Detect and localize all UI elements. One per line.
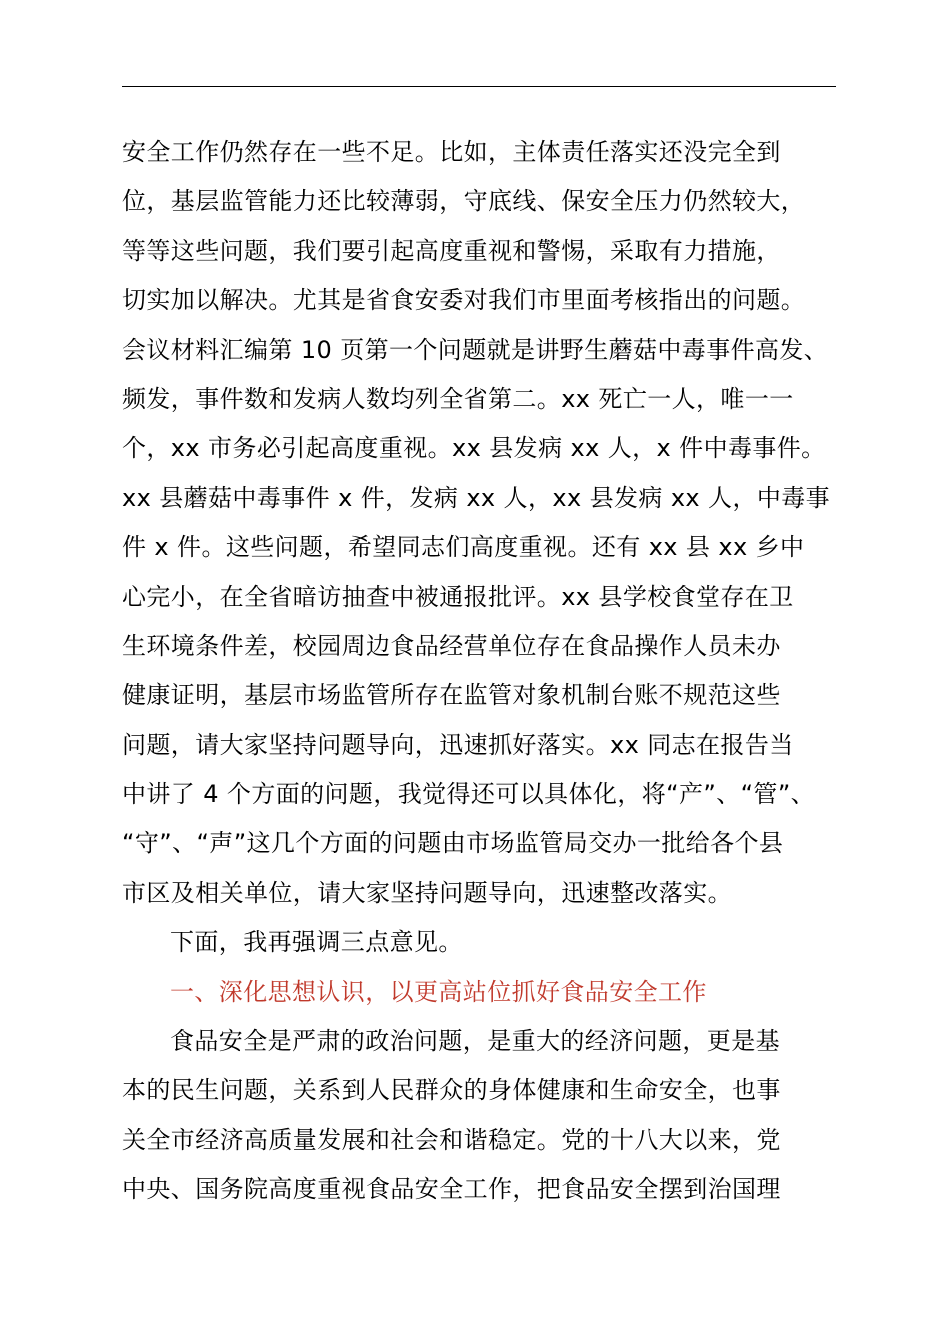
transition-line: 下面，我再强调三点意见。 (170, 928, 463, 957)
text-line: 健康证明，基层市场监管所存在监管对象机制台账不规范这些 (122, 681, 781, 710)
text-line: 心完小，在全省暗访抽查中被通报批评。xx 县学校食堂存在卫 (122, 582, 794, 611)
text-line: 个，xx 市务必引起高度重视。xx 县发病 xx 人，x 件中毒事件。 (122, 434, 826, 463)
text-line: “守”、“声”这几个方面的问题由市场监管局交办一批给各个县 (122, 829, 784, 858)
text-line: 安全工作仍然存在一些不足。比如，主体责任落实还没完全到 (122, 138, 781, 166)
text-line: 中讲了 4 个方面的问题，我觉得还可以具体化，将“产”、“管”、 (122, 780, 816, 809)
text-line: 件 x 件。这些问题，希望同志们高度重视。还有 xx 县 xx 乡中 (122, 533, 805, 562)
text-line: 位，基层监管能力还比较薄弱，守底线、保安全压力仍然较大， (122, 187, 806, 216)
text-line: 食品安全是严肃的政治问题，是重大的经济问题，更是基 (170, 1027, 780, 1056)
text-line: 关全市经济高质量发展和社会和谐稳定。党的十八大以来，党 (122, 1125, 781, 1154)
text-line: 问题，请大家坚持问题导向，迅速抓好落实。xx 同志在报告当 (122, 730, 794, 759)
text-line: 市区及相关单位，请大家坚持问题导向，迅速整改落实。 (122, 878, 732, 907)
header-rule (122, 86, 836, 87)
text-line: 本的民生问题，关系到人民群众的身体健康和生命安全，也事 (122, 1076, 781, 1105)
text-line: 切实加以解决。尤其是省食安委对我们市里面考核指出的问题。 (122, 286, 806, 315)
text-line: xx 县蘑菇中毒事件 x 件，发病 xx 人，xx 县发病 xx 人，中毒事 (122, 483, 831, 512)
text-line: 频发，事件数和发病人数均列全省第二。xx 死亡一人，唯一一 (122, 384, 794, 413)
text-line: 会议材料汇编第 10 页第一个问题就是讲野生蘑菇中毒事件高发、 (122, 335, 829, 364)
text-line: 中央、国务院高度重视食品安全工作，把食品安全摆到治国理 (122, 1175, 781, 1204)
body-text (122, 128, 842, 1215)
section-heading: 一、深化思想认识，以更高站位抓好食品安全工作 (170, 977, 707, 1006)
text-line: 等等这些问题，我们要引起高度重视和警惕，采取有力措施， (122, 236, 781, 265)
text-line: 生环境条件差，校园周边食品经营单位存在食品操作人员未办 (122, 631, 781, 660)
